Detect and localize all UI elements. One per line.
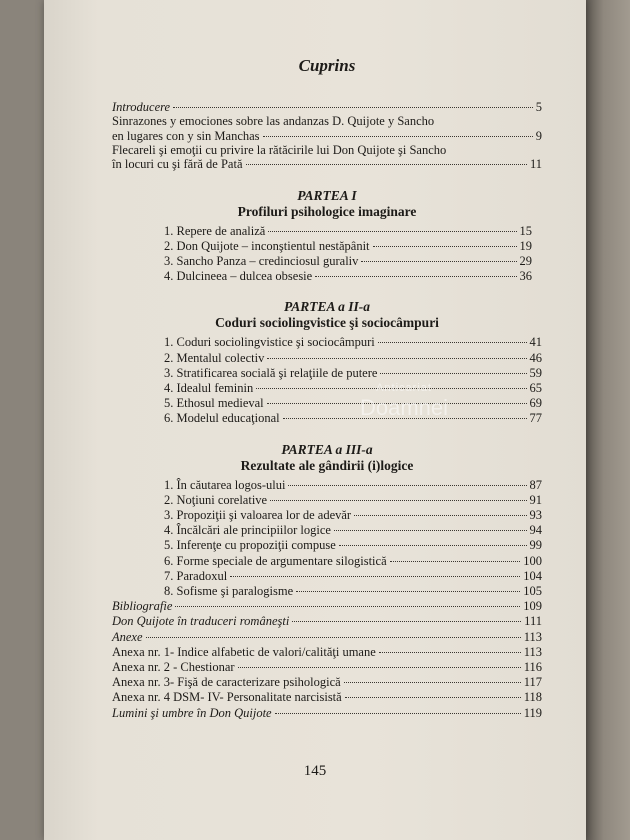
toc-entry-page: 113 xyxy=(523,644,542,659)
toc-entry-label: 3. Propoziţii şi valoarea lor de adevăr xyxy=(164,508,352,523)
toc-entry-annex-1[interactable] xyxy=(112,645,542,660)
toc-entry[interactable] xyxy=(164,411,542,426)
toc-entry-bibliography[interactable] xyxy=(112,599,542,614)
toc-entry-label: 4. Idealul feminin xyxy=(164,381,254,396)
toc-entry-page: 100 xyxy=(523,553,542,568)
leader-dots xyxy=(275,713,521,714)
part-subtitle: Profiluri psihologice imaginare xyxy=(237,203,417,219)
toc-entry-flecareli[interactable] xyxy=(112,144,542,173)
leader-dots xyxy=(354,515,526,516)
toc-entry-label: Anexe xyxy=(112,629,143,644)
toc-entry-page: 65 xyxy=(529,381,542,396)
toc-entry-translations[interactable] xyxy=(112,614,542,629)
leader-dots xyxy=(230,576,520,577)
toc-entry-label: 3. Sancho Panza – credinciosul guraliv xyxy=(164,254,359,269)
part-heading: PARTEA I xyxy=(297,187,357,203)
toc-entry[interactable] xyxy=(164,224,532,239)
toc-entry-page: 29 xyxy=(519,254,532,269)
toc-entry-page: 117 xyxy=(523,675,542,690)
leader-dots xyxy=(288,485,526,486)
toc-entry-label-line: în locuri cu şi fără de Pată xyxy=(112,157,243,172)
adjacent-page-edge xyxy=(586,0,630,840)
toc-entry-page: 109 xyxy=(523,599,542,614)
watermark-main: Doamnei xyxy=(359,395,449,420)
toc-entry-page: 87 xyxy=(529,477,542,492)
leader-dots xyxy=(344,682,521,683)
watermark-top: Anticariat xyxy=(376,382,432,394)
toc-entry-label: 4. Dulcineea – dulcea obsesie xyxy=(164,269,313,284)
toc-entry[interactable] xyxy=(164,239,532,254)
leader-dots xyxy=(283,418,527,419)
toc-entry[interactable] xyxy=(164,335,542,350)
toc-entry[interactable] xyxy=(164,381,542,396)
toc-entry[interactable] xyxy=(164,478,542,493)
toc-entry[interactable] xyxy=(164,569,542,584)
toc-entry-label: 7. Paradoxul xyxy=(164,568,228,583)
toc-entry-label: 6. Forme speciale de argumentare silogistică xyxy=(164,553,387,568)
toc-entry[interactable] xyxy=(164,508,542,523)
page-number: 145 xyxy=(303,763,327,779)
toc-entry-label: 1. În căutarea logos-ului xyxy=(164,477,286,492)
leader-dots xyxy=(361,261,516,262)
toc-entry-page: 9 xyxy=(535,128,542,143)
leader-dots xyxy=(256,388,526,389)
toc-entry-label-line: Sinrazones y emociones sobre las andanzas D. Quijote y Sancho xyxy=(112,114,435,129)
toc-entry-page: 91 xyxy=(529,492,542,507)
part-subtitle: Rezultate ale gândirii (i)logice xyxy=(240,457,414,473)
toc-entry-label: 5. Ethosul medieval xyxy=(164,396,264,411)
leader-dots xyxy=(379,652,521,653)
toc-entry-page: 99 xyxy=(529,538,542,553)
leader-dots xyxy=(268,231,516,232)
toc-entry-label: 5. Inferenţe cu propoziţii compuse xyxy=(164,538,336,553)
toc-entry-label: Anexa nr. 4 DSM- IV- Personalitate narcisistă xyxy=(112,690,342,705)
toc-entry-label: 2. Mentalul colectiv xyxy=(164,350,265,365)
toc-entry-annexes[interactable] xyxy=(112,630,542,645)
toc-entry-page: 93 xyxy=(529,508,542,523)
part-items xyxy=(164,224,532,285)
leader-dots xyxy=(339,545,527,546)
toc-entry-label-line: Flecareli şi emoţii cu privire la rătăcirile lui Don Quijote şi Sancho xyxy=(112,142,447,157)
toc-entry[interactable] xyxy=(164,396,542,411)
toc-entry[interactable] xyxy=(164,254,532,269)
leader-dots xyxy=(292,621,521,622)
toc-entry-label: 2. Don Quijote – inconştientul nestăpânit xyxy=(164,238,370,253)
leader-dots xyxy=(146,637,521,638)
toc-entry-page: 19 xyxy=(519,238,532,253)
toc-entry-page: 5 xyxy=(535,100,542,114)
toc-entry-label: 1. Repere de analiză xyxy=(164,223,266,238)
toc-entry-annex-4[interactable] xyxy=(112,690,542,705)
toc-entry-label: Don Quijote în traduceri româneşti xyxy=(112,614,290,629)
toc-entry[interactable] xyxy=(164,538,542,553)
leader-dots xyxy=(246,164,527,165)
toc-entry-page: 113 xyxy=(523,629,542,644)
toc-entry-page: 116 xyxy=(523,660,542,675)
toc-entry-page: 111 xyxy=(524,614,542,629)
part-subtitle: Coduri sociolingvistice şi sociocâmpuri xyxy=(215,315,439,331)
part-items xyxy=(164,478,542,600)
toc-entry-sinrazones[interactable] xyxy=(112,115,542,144)
toc-entry-page: 15 xyxy=(519,223,532,238)
toc-entry-label: Introducere xyxy=(112,100,171,114)
toc-entry-page: 46 xyxy=(529,350,542,365)
toc-entry-label: 8. Sofisme şi paralogisme xyxy=(164,584,294,599)
toc-entry-annex-2[interactable] xyxy=(112,660,542,675)
toc-title: Cuprins xyxy=(298,56,356,75)
toc-entry-label: 1. Coduri sociolingvistice şi sociocâmpuri xyxy=(164,335,375,350)
toc-entry-page: 119 xyxy=(523,705,542,720)
toc-entry[interactable] xyxy=(164,554,542,569)
toc-entry-lumini[interactable] xyxy=(112,706,542,721)
leader-dots xyxy=(380,373,526,374)
toc-entry-page: 105 xyxy=(523,584,542,599)
toc-entry[interactable] xyxy=(164,351,542,366)
part-heading: PARTEA a III-a xyxy=(281,441,373,457)
part-heading: PARTEA a II-a xyxy=(283,299,371,315)
toc-entry-label: 3. Stratificarea socială şi relaţiile de putere xyxy=(164,365,378,380)
toc-entry-annex-3[interactable] xyxy=(112,675,542,690)
toc-entry-label: Bibliografie xyxy=(112,599,173,614)
toc-entry-label: Anexa nr. 1- Indice alfabetic de valori/calităţi umane xyxy=(112,644,376,659)
book-page xyxy=(44,0,586,840)
leader-dots xyxy=(345,697,521,698)
leader-dots xyxy=(315,276,516,277)
leader-dots xyxy=(175,606,520,607)
leader-dots xyxy=(296,591,520,592)
toc-entry[interactable] xyxy=(164,493,542,508)
leader-dots xyxy=(373,246,517,247)
leader-dots xyxy=(390,561,521,562)
leader-dots xyxy=(270,500,526,501)
leader-dots xyxy=(378,342,527,343)
toc-entry[interactable] xyxy=(164,584,542,599)
toc-entry-label-line: en lugares con y sin Manchas xyxy=(112,128,260,143)
leader-dots xyxy=(263,136,533,137)
leader-dots xyxy=(267,403,527,404)
toc-entry-page: 69 xyxy=(529,396,542,411)
toc-entry-label: Anexa nr. 3- Fişă de caracterizare psihologică xyxy=(112,675,341,690)
toc-entry[interactable] xyxy=(164,523,542,538)
toc-entry-label: 4. Încălcări ale principiilor logice xyxy=(164,523,331,538)
toc-entry-label: 6. Modelul educaţional xyxy=(164,411,280,426)
toc-entry[interactable] xyxy=(164,269,532,284)
leader-dots xyxy=(334,530,527,531)
leader-dots xyxy=(173,107,533,108)
toc-entry-label: Lumini şi umbre în Don Quijote xyxy=(112,705,272,720)
toc-entry-page: 77 xyxy=(529,411,542,426)
part-items xyxy=(164,335,542,426)
toc-entry-label: Anexa nr. 2 - Chestionar xyxy=(112,660,235,675)
toc-entry-page: 118 xyxy=(523,690,542,705)
toc-entry-label: 2. Noţiuni corelative xyxy=(164,492,268,507)
table-of-contents xyxy=(112,56,542,721)
toc-entry-page: 59 xyxy=(529,365,542,380)
toc-entry-page: 36 xyxy=(519,269,532,284)
toc-entry-intro[interactable] xyxy=(112,100,542,115)
leader-dots xyxy=(267,358,526,359)
toc-entry-page: 104 xyxy=(523,568,542,583)
leader-dots xyxy=(238,667,521,668)
toc-entry[interactable] xyxy=(164,366,542,381)
toc-entry-page: 11 xyxy=(529,157,542,172)
toc-entry-page: 41 xyxy=(529,335,542,350)
toc-entry-page: 94 xyxy=(529,523,542,538)
